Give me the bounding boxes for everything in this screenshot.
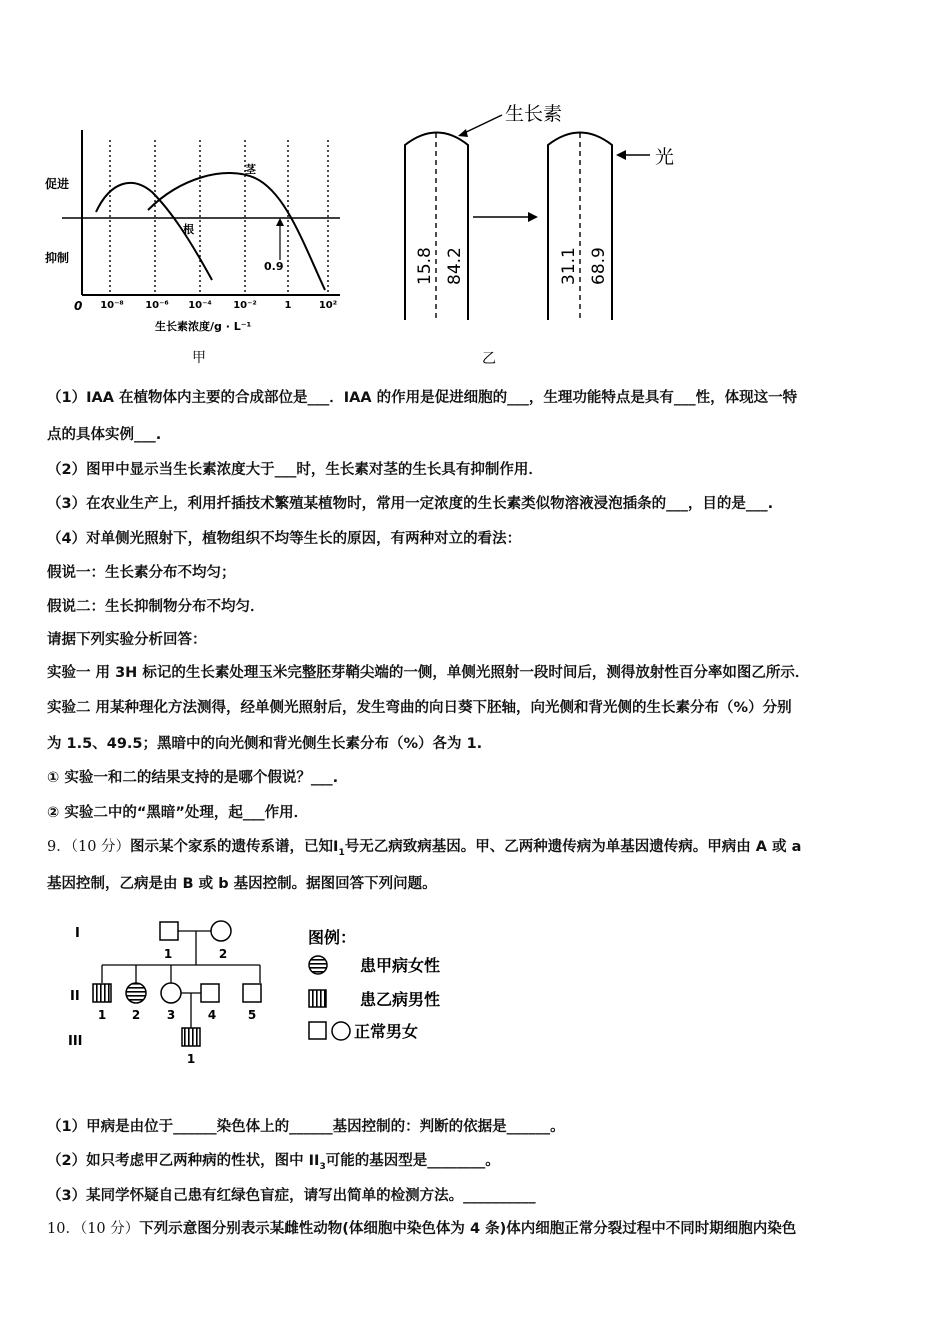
II-3-female bbox=[161, 983, 181, 1003]
pedigree-num: 4 bbox=[207, 1008, 217, 1022]
stem-curve bbox=[148, 173, 325, 290]
q10-stem bbox=[47, 1217, 796, 1238]
origin-label: 0 bbox=[74, 299, 83, 313]
generation-II: II bbox=[70, 989, 80, 1004]
q8-part2: （2）图甲中显示当生长素浓度大于___时，生长素对茎的生长具有抑制作用． bbox=[47, 462, 543, 478]
q9-part2-subscript: 3 bbox=[319, 1161, 326, 1172]
x-tick: 1 bbox=[284, 300, 292, 311]
legend-affected-male-b: 患乙病男性 bbox=[360, 990, 441, 1009]
q8-hypothesis-1: 假说一：生长素分布不均匀； bbox=[47, 565, 236, 581]
generation-III: III bbox=[68, 1034, 83, 1049]
value-right-shade: 68.9 bbox=[589, 247, 609, 285]
pedigree-num: 1 bbox=[186, 1052, 196, 1066]
x-tick: 10⁻⁶ bbox=[145, 300, 169, 311]
legend-affected-male-b-symbol bbox=[309, 990, 326, 1007]
q8-subquestion-2: ② 实验二中的“黑暗”处理，起___作用． bbox=[47, 805, 309, 821]
pedigree-num: 3 bbox=[166, 1008, 176, 1022]
q10-text: 下列示意图分别表示某雌性动物(体细胞中染色体为 4 条)体内细胞正常分裂过程中不同时期细胞内染色 bbox=[139, 1221, 797, 1237]
q8-part1-line1: （1）IAA 在植物体内主要的合成部位是___．IAA 的作用是促进细胞的___，生理功能特点是具有___性，体现这一特 bbox=[47, 390, 798, 406]
I-1-male bbox=[160, 922, 178, 940]
pedigree-num: 1 bbox=[163, 947, 173, 961]
figure-jia bbox=[40, 120, 360, 370]
III-1-affected-male-b bbox=[182, 1028, 200, 1046]
q8-part3: （3）在农业生产上，利用扦插技术繁殖某植物时，常用一定浓度的生长素类似物溶液浸泡插条的___，目的是___. bbox=[47, 496, 774, 512]
q9-part2-text-cont: 可能的基因型是________。 bbox=[325, 1153, 500, 1169]
pedigree-num: 5 bbox=[247, 1008, 257, 1022]
q8-experiment-2-line2: 为 1.5、49.5；黑暗中的向光侧和背光侧生长素分布（%）各为 1. bbox=[47, 736, 483, 752]
q9-text: 图示某个家系的遗传系谱，已知Ⅰ bbox=[130, 839, 339, 855]
value-left-shade: 84.2 bbox=[445, 247, 465, 285]
x-tick: 10⁻⁸ bbox=[100, 300, 124, 311]
q8-prompt: 请据下列实验分析回答： bbox=[47, 632, 207, 648]
figure-caption-jia: 甲 bbox=[192, 350, 206, 366]
legend-affected-female-a: 患甲病女性 bbox=[360, 956, 441, 975]
II-5-male bbox=[243, 984, 261, 1002]
x-tick: 10⁻⁴ bbox=[188, 300, 212, 311]
I-2-female bbox=[211, 921, 231, 941]
q8-subquestion-1: ① 实验一和二的结果支持的是哪个假说？___. bbox=[47, 770, 339, 786]
x-tick: 10⁻² bbox=[233, 300, 257, 311]
q9-stem-line2: 基因控制，乙病是由 B 或 b 基因控制。据图回答下列问题。 bbox=[47, 876, 437, 892]
q9-stem-line1 bbox=[47, 835, 801, 858]
legend-normal: 正常男女 bbox=[354, 1022, 419, 1041]
root-label: 根 bbox=[183, 223, 194, 236]
pedigree-num: 2 bbox=[131, 1008, 141, 1022]
legend-title: 图例： bbox=[308, 928, 357, 947]
pedigree-chart bbox=[60, 915, 480, 1070]
II-2-affected-female-a bbox=[126, 983, 146, 1003]
II-4-male bbox=[201, 984, 219, 1002]
q10-number: 10．（10 分） bbox=[47, 1221, 140, 1237]
q9-subscript: 1 bbox=[338, 847, 345, 858]
q8-experiment-1: 实验一 用 3H 标记的生长素处理玉米完整胚芽鞘尖端的一侧，单侧光照射一段时间后，测得放射性百分率如图乙所示． bbox=[47, 665, 810, 681]
x-tick: 10² bbox=[318, 300, 338, 311]
II-1-affected-male-b bbox=[93, 984, 111, 1002]
annotation-value: 0.9 bbox=[264, 260, 284, 273]
figure-caption-yi: 乙 bbox=[482, 351, 496, 367]
legend-normal-female-symbol bbox=[332, 1022, 350, 1040]
q8-experiment-2-line1: 实验二 用某种理化方法测得，经单侧光照射后，发生弯曲的向日葵下胚轴，向光侧和背光侧的生长素分布（%）分别 bbox=[47, 700, 792, 716]
stem-label: 茎 bbox=[245, 163, 256, 176]
root-curve bbox=[96, 183, 212, 280]
y-label-inhibit: 抑制 bbox=[45, 251, 70, 265]
generation-I: I bbox=[75, 926, 80, 941]
q9-part1: （1）甲病是由位于______染色体上的______基因控制的：判断的依据是______。 bbox=[47, 1119, 565, 1135]
legend-normal-male-symbol bbox=[309, 1022, 326, 1039]
value-left-lit: 15.8 bbox=[415, 247, 435, 285]
q9-part2-text: （2）如只考虑甲乙两种病的性状，图中 II bbox=[47, 1153, 320, 1169]
auxin-label: 生长素 bbox=[505, 103, 563, 125]
figure-yi bbox=[390, 95, 710, 375]
q9-part3: （3）某同学怀疑自己患有红绿色盲症，请写出简单的检测方法。__________ bbox=[47, 1188, 536, 1204]
pedigree-num: 2 bbox=[218, 947, 228, 961]
legend-affected-female-a-symbol bbox=[309, 956, 327, 974]
value-right-lit: 31.1 bbox=[559, 247, 579, 285]
x-axis-label: 生长素浓度/g · L⁻¹ bbox=[155, 320, 252, 333]
q9-part2 bbox=[47, 1149, 500, 1172]
light-label: 光 bbox=[655, 146, 675, 168]
q9-number: 9．（10 分） bbox=[47, 839, 131, 855]
q9-text-cont: 号无乙病致病基因。甲、乙两种遗传病为单基因遗传病。甲病由 A 或 a bbox=[344, 839, 802, 855]
q8-hypothesis-2: 假说二：生长抑制物分布不均匀． bbox=[47, 599, 265, 615]
y-label-promote: 促进 bbox=[45, 177, 70, 191]
pedigree-num: 1 bbox=[97, 1008, 107, 1022]
q8-part4: （4）对单侧光照射下，植物组织不均等生长的原因，有两种对立的看法： bbox=[47, 531, 522, 547]
q8-part1-line2: 点的具体实例___. bbox=[47, 427, 162, 443]
